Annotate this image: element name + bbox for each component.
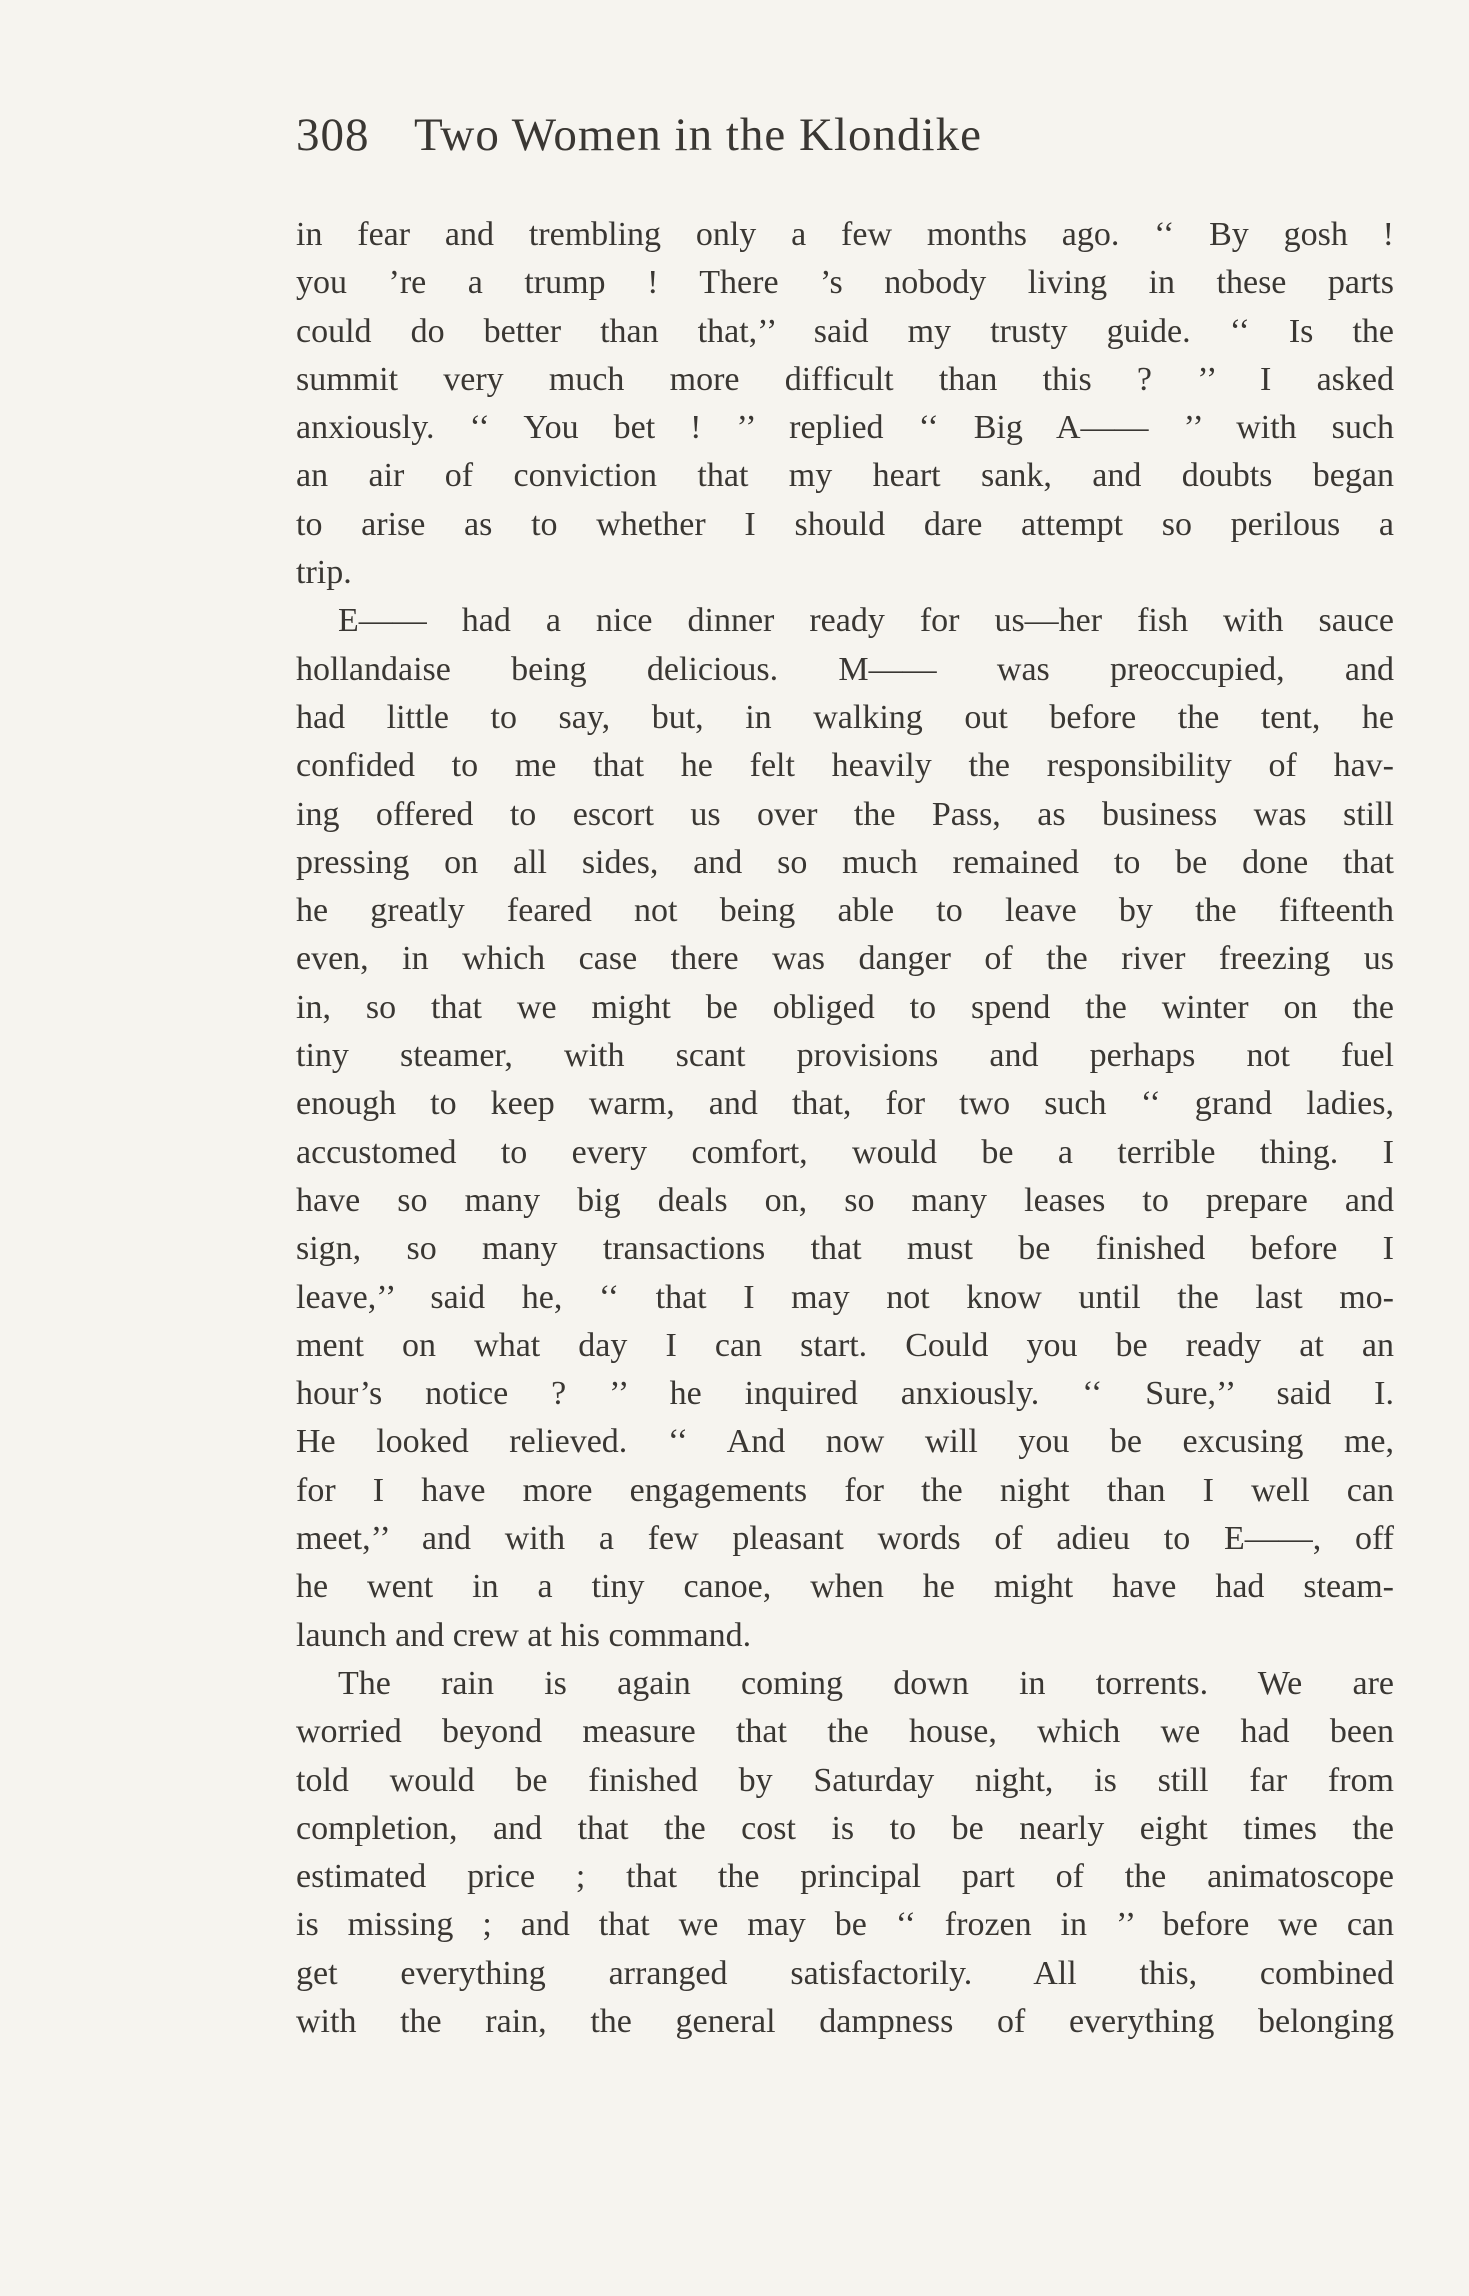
- text-line: get everything arranged satisfactorily. All this, combined: [296, 1954, 1394, 1992]
- text-line: he greatly feared not being able to leave by the fifteenth: [296, 892, 1394, 930]
- text-line: accustomed to every comfort, would be a terrible thing. I: [296, 1133, 1394, 1171]
- text-line: told would be finished by Saturday night, is still far from: [296, 1761, 1394, 1799]
- text-line: enough to keep warm, and that, for two such ‘‘ grand ladies,: [296, 1085, 1394, 1123]
- page-number: 308: [296, 109, 370, 161]
- text-line: summit very much more difficult than this ? ’’ I asked: [296, 360, 1394, 398]
- text-line: an air of conviction that my heart sank, and doubts began: [296, 457, 1394, 495]
- text-line: completion, and that the cost is to be nearly eight times the: [296, 1809, 1394, 1847]
- text-line: trip.: [296, 554, 352, 592]
- text-line: anxiously. ‘‘ You bet ! ’’ replied ‘‘ Big A—— ’’ with such: [296, 409, 1394, 447]
- text-line: tiny steamer, with scant provisions and perhaps not fuel: [296, 1037, 1394, 1075]
- text-line: launch and crew at his command.: [296, 1616, 752, 1654]
- text-line: could do better than that,’’ said my trusty guide. ‘‘ Is the: [296, 312, 1394, 350]
- text-line: have so many big deals on, so many leases to prepare and: [296, 1181, 1394, 1219]
- text-line: sign, so many transactions that must be finished before I: [296, 1230, 1394, 1268]
- text-line: you ’re a trump ! There ’s nobody living in these parts: [296, 264, 1394, 302]
- text-line: ing offered to escort us over the Pass, as business was still: [296, 795, 1394, 833]
- text-line: meet,’’ and with a few pleasant words of adieu to E——, off: [296, 1520, 1394, 1558]
- text-line: confided to me that he felt heavily the responsibility of hav-: [296, 747, 1394, 785]
- text-line: hollandaise being delicious. M—— was preoccupied, and: [296, 650, 1394, 688]
- body-text: [296, 211, 1394, 2046]
- text-line: ment on what day I can start. Could you be ready at an: [296, 1326, 1394, 1364]
- text-line: is missing ; and that we may be ‘‘ frozen in ’’ before we can: [296, 1906, 1394, 1944]
- text-line: pressing on all sides, and so much remained to be done that: [296, 843, 1394, 881]
- text-line: had little to say, but, in walking out before the tent, he: [296, 698, 1394, 736]
- text-line: for I have more engagements for the night than I well can: [296, 1471, 1394, 1509]
- text-line: hour’s notice ? ’’ he inquired anxiously. ‘‘ Sure,’’ said I.: [296, 1375, 1394, 1413]
- text-line: with the rain, the general dampness of everything belonging: [296, 2002, 1394, 2040]
- text-line: worried beyond measure that the house, which we had been: [296, 1713, 1394, 1751]
- text-line: he went in a tiny canoe, when he might have had steam-: [296, 1568, 1394, 1606]
- text-line: The rain is again coming down in torrents. We are: [338, 1664, 1394, 1702]
- text-line: He looked relieved. ‘‘ And now will you be excusing me,: [296, 1423, 1394, 1461]
- text-line: to arise as to whether I should dare attempt so perilous a: [296, 505, 1394, 543]
- text-line: even, in which case there was danger of the river freezing us: [296, 940, 1394, 978]
- text-line: E—— had a nice dinner ready for us—her fish with sauce: [338, 602, 1394, 640]
- text-line: estimated price ; that the principal part of the animatoscope: [296, 1858, 1394, 1896]
- text-line: in, so that we might be obliged to spend the winter on the: [296, 988, 1394, 1026]
- running-title: Two Women in the Klondike: [414, 109, 982, 161]
- text-line: leave,’’ said he, ‘‘ that I may not know until the last mo-: [296, 1278, 1394, 1316]
- running-head: [296, 108, 1396, 178]
- text-line: in fear and trembling only a few months ago. ‘‘ By gosh !: [296, 216, 1394, 253]
